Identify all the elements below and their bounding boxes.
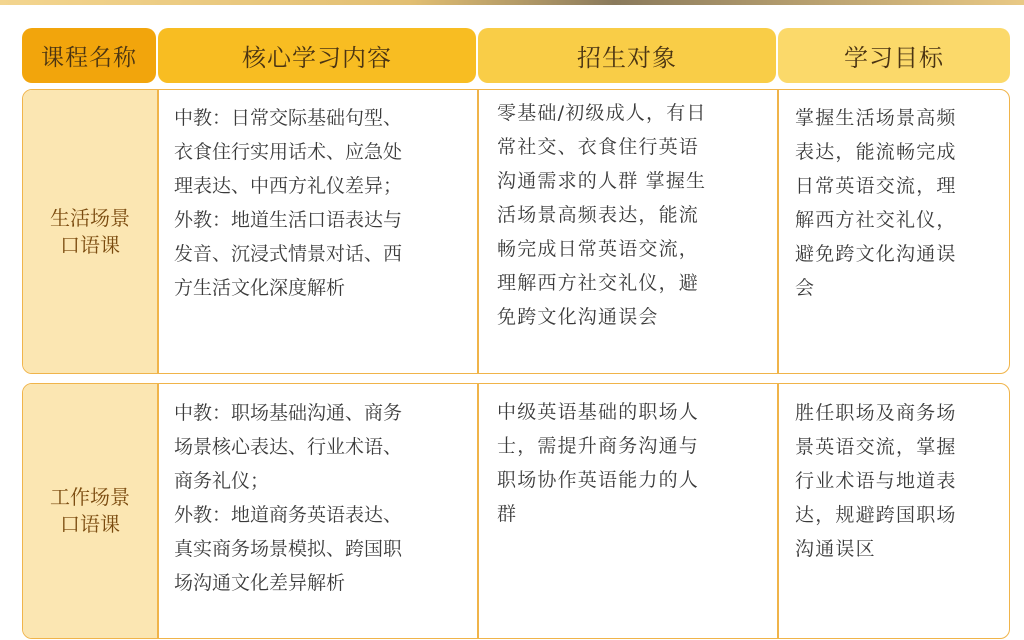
text-line: 零基础/初级成人，有日	[497, 102, 707, 124]
text-line: 免跨文化沟通误会	[497, 306, 659, 328]
text-line: 日常英语交流，理	[795, 175, 957, 197]
target-students-cell	[479, 90, 777, 373]
text-line: 中级英语基础的职场人	[497, 401, 700, 423]
course-name-cell	[23, 90, 157, 373]
learning-goal-cell	[779, 90, 1009, 373]
text-line: 达，规避跨国职场	[795, 504, 957, 526]
text-line: 发音、沉浸式情景对话、西	[174, 243, 403, 265]
text-line: 外教：地道生活口语表达与	[174, 209, 403, 231]
header-core-content: 核心学习内容	[158, 28, 476, 83]
course-name	[45, 484, 135, 538]
text-line: 会	[795, 277, 816, 299]
target-students-cell	[479, 384, 777, 638]
text-line: 商务礼仪；	[174, 470, 270, 492]
text-line: 理表达、中西方礼仪差异；	[174, 175, 403, 197]
text-line: 活场景高频表达，能流	[497, 204, 700, 226]
course-name-cell	[23, 384, 157, 638]
course-name	[45, 205, 135, 259]
course-name-line: 工作场景	[50, 485, 130, 509]
text-line: 理解西方社交礼仪，避	[497, 272, 700, 294]
learning-goal-cell	[779, 384, 1009, 638]
core-content-cell	[159, 384, 477, 638]
text-line: 衣食住行实用话术、应急处	[174, 141, 403, 163]
text-line: 真实商务场景模拟、跨国职	[174, 538, 403, 560]
text-line: 表达，能流畅完成	[795, 141, 957, 163]
text-line: 沟通误区	[795, 538, 876, 560]
text-line: 士，需提升商务沟通与	[497, 435, 700, 457]
text-line: 避免跨文化沟通误	[795, 243, 957, 265]
text-line: 场沟通文化差异解析	[174, 572, 346, 594]
text-line: 中教：职场基础沟通、商务	[174, 402, 403, 424]
text-line: 行业术语与地道表	[795, 470, 957, 492]
header-learning-goal: 学习目标	[778, 28, 1010, 83]
text-line: 群	[497, 503, 518, 525]
header-target-students: 招生对象	[478, 28, 776, 83]
text-line: 畅完成日常英语交流，	[497, 238, 700, 260]
text-line: 景英语交流，掌握	[795, 436, 957, 458]
header-course-name: 课程名称	[22, 28, 156, 83]
course-row-workplace	[22, 383, 1010, 639]
text-line: 沟通需求的人群 掌握生	[497, 170, 707, 192]
text-line: 胜任职场及商务场	[795, 402, 957, 424]
text-line: 解西方社交礼仪，	[795, 209, 957, 231]
text-line: 外教：地道商务英语表达、	[174, 504, 403, 526]
text-line: 掌握生活场景高频	[795, 107, 957, 129]
text-line: 中教：日常交际基础句型、	[174, 107, 403, 129]
text-line: 职场协作英语能力的人	[497, 469, 700, 491]
text-line: 常社交、衣食住行英语	[497, 136, 700, 158]
course-row-daily-life	[22, 89, 1010, 374]
course-name-line: 口语课	[60, 232, 120, 257]
course-name-line: 生活场景	[50, 205, 130, 230]
core-content-cell	[159, 90, 477, 373]
course-name-line: 口语课	[60, 512, 120, 536]
top-decorative-strip	[0, 0, 1024, 5]
text-line: 场景核心表达、行业术语、	[174, 436, 403, 458]
text-line: 方生活文化深度解析	[174, 277, 346, 299]
